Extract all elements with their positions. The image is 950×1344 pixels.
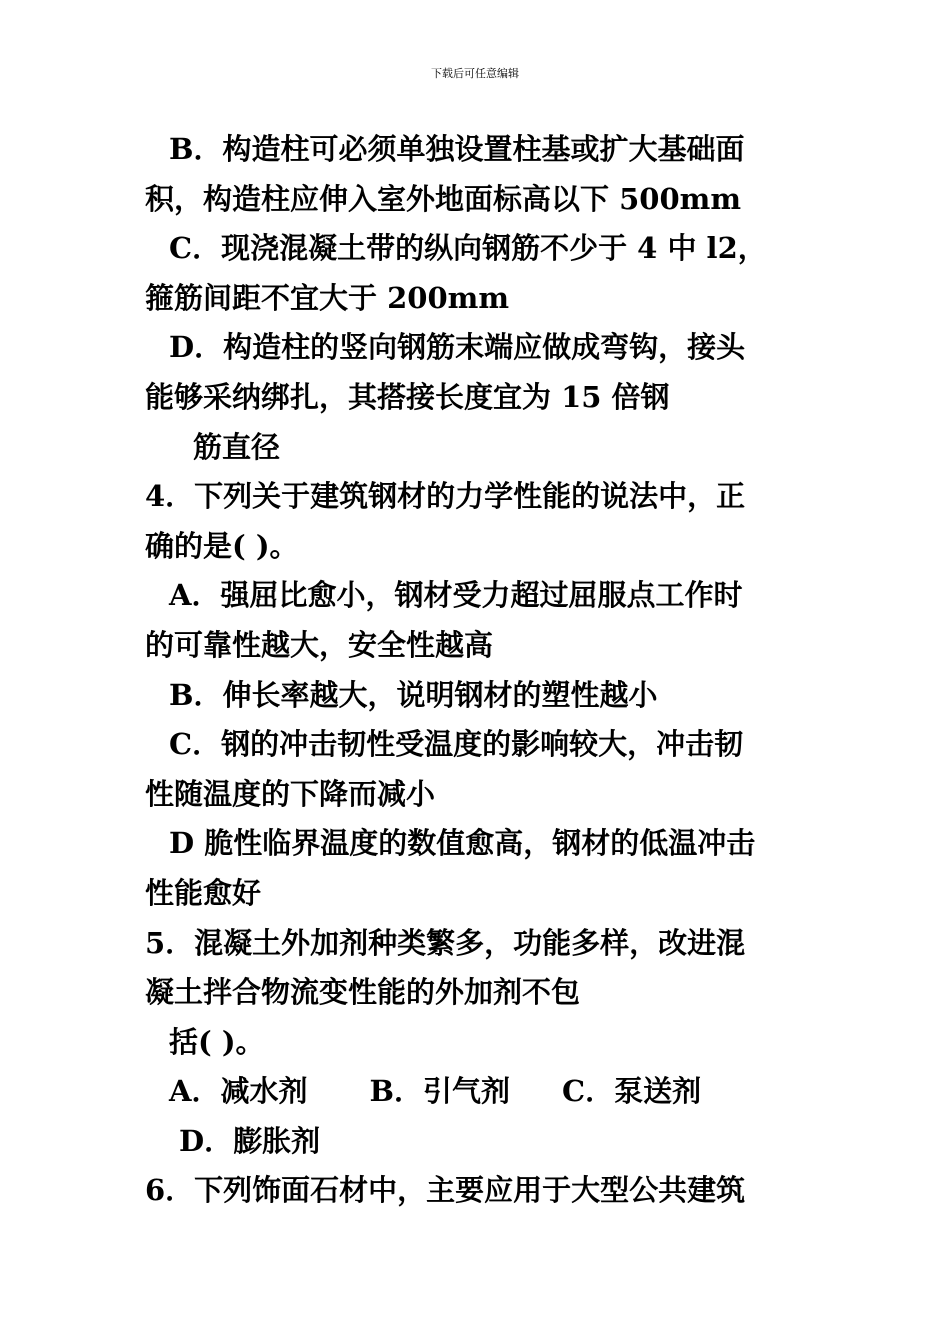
q5-option-d: D．膨胀剂 (179, 1123, 321, 1158)
q5-stem-line-2: 凝土拌合物流变性能的外加剂不包 (145, 975, 581, 1010)
q3-option-c-line-2: 箍筋间距不宜大于 200mm (145, 280, 510, 315)
q3-option-b-line-2: 积，构造柱应伸入室外地面标高以下 500mm (145, 181, 742, 216)
q3-option-b-line-1: B．构造柱可必须单独设置柱基或扩大基础面 (169, 132, 745, 166)
q3-option-c-line-1: C．现浇混凝土带的纵向钢筋不少于 4 中 l2， (169, 231, 767, 266)
q3-option-d-line-2: 能够采纳绑扎，其搭接长度宜为 15 倍钢 (145, 379, 670, 414)
q4-option-c-line-1: C．钢的冲击韧性受温度的影响较大，冲击韧 (169, 727, 744, 762)
q4-option-a-line-1: A．强屈比愈小，钢材受力超过屈服点工作时 (169, 578, 743, 613)
q4-option-c-line-2: 性随温度的下降而减小 (145, 776, 436, 811)
document-body (145, 125, 815, 1216)
q4-stem-line-2: 确的是( )。 (145, 528, 299, 563)
q5-options-row (145, 1067, 815, 1117)
q5-stem-line-1: 5．混凝土外加剂种类繁多，功能多样，改进混 (145, 925, 746, 960)
q4-option-b-line: B．伸长率越大，说明钢材的塑性越小 (169, 677, 658, 712)
q6-stem-line-1: 6．下列饰面石材中，主要应用于大型公共建筑 (145, 1173, 746, 1208)
header-text: 下载后可任意编辑 (431, 67, 519, 80)
q3-option-d-line-3: 筋直径 (193, 429, 281, 464)
q4-option-a-line-2: 的可靠性越大，安全性越高 (145, 627, 494, 662)
q4-option-d-line-1: D 脆性临界温度的数值愈高，钢材的低温冲击 (169, 826, 756, 861)
q3-option-d-line-1: D．构造柱的竖向钢筋末端应做成弯钩，接头 (169, 330, 746, 365)
q4-option-d-line-2: 性能愈好 (145, 875, 262, 910)
q5-option-c: C．泵送剂 (562, 1074, 702, 1109)
q5-stem-line-3: 括( )。 (169, 1024, 265, 1059)
page-header (0, 66, 950, 82)
q4-stem-line-1: 4．下列关于建筑钢材的力学性能的说法中，正 (145, 479, 746, 514)
q5-option-b: B．引气剂 (369, 1074, 511, 1109)
q5-option-a: A．减水剂 (169, 1074, 308, 1109)
